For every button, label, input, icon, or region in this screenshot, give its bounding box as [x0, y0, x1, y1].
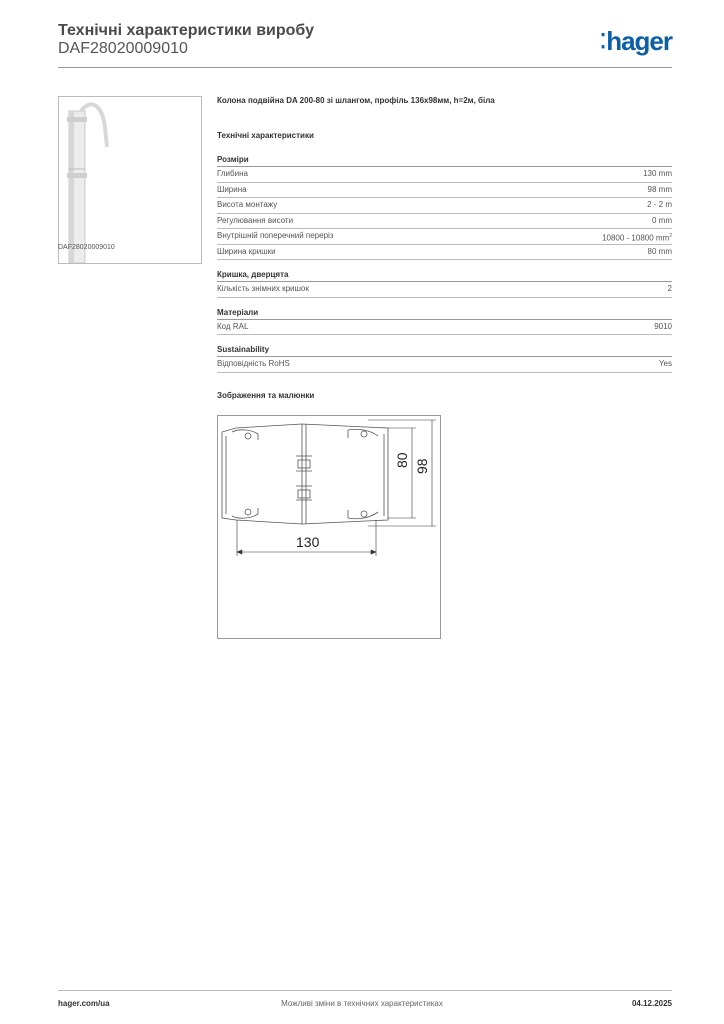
- spec-label: Регулювання висоти: [217, 215, 294, 225]
- cross-section-drawing-icon: [218, 416, 440, 638]
- footer-divider: [58, 990, 672, 991]
- product-code: DAF28020009010: [58, 40, 188, 57]
- group-title: Матеріали: [217, 308, 672, 320]
- spec-label: Кількість знімних кришок: [217, 284, 309, 293]
- spec-value: 9010: [654, 321, 672, 331]
- group-title: Кришка, дверцята: [217, 270, 672, 282]
- unit-superscript: 2: [669, 233, 672, 239]
- technical-drawing: [217, 415, 441, 639]
- image-caption: DAF28020009010: [58, 244, 115, 251]
- spec-row: [217, 198, 672, 214]
- page-title: Технічні характеристики виробу: [58, 22, 314, 39]
- spec-value: Yes: [658, 359, 672, 368]
- spec-group-dimensions: [217, 155, 672, 260]
- footer-note: Можливі зміни в технічних характеристиках: [281, 999, 443, 1008]
- spec-value: [602, 229, 672, 244]
- spec-label: Висота монтажу: [217, 200, 278, 209]
- product-image: [58, 96, 202, 264]
- dim-label-inner: 80: [394, 452, 410, 468]
- group-title: Sustainability: [217, 345, 672, 357]
- spec-label: Ширина: [217, 184, 247, 194]
- spec-value: 2: [667, 284, 672, 293]
- header-divider: [58, 67, 672, 68]
- dim-label-outer: 98: [414, 458, 430, 474]
- logo-mark-icon: ⁚: [599, 31, 606, 53]
- spec-value: 80 mm: [647, 246, 672, 256]
- spec-row: [217, 167, 672, 183]
- spec-group-cover: [217, 270, 672, 298]
- group-title: Розміри: [217, 155, 672, 167]
- spec-value-text: 10800 - 10800 mm: [602, 233, 670, 243]
- dim-label-width: 130: [296, 534, 320, 550]
- spec-row: [217, 229, 672, 245]
- hager-logo: [600, 26, 672, 57]
- spec-row: [217, 245, 672, 261]
- spec-row: [217, 183, 672, 199]
- spec-group-sustainability: [217, 345, 672, 373]
- spec-row: [217, 357, 672, 373]
- spec-value: 130 mm: [643, 169, 672, 178]
- spec-label: Ширина кришки: [217, 246, 276, 256]
- spec-group-materials: [217, 308, 672, 336]
- spec-value: 2 - 2 m: [647, 200, 672, 209]
- spec-label: Внутрішній поперечний переріз: [217, 231, 334, 240]
- product-description: Колона подвійна DA 200-80 зі шлангом, профіль 136x98мм, h=2м, біла: [217, 96, 495, 105]
- spec-label: Глибина: [217, 169, 248, 178]
- spec-section: [217, 96, 672, 400]
- spec-row: [217, 282, 672, 298]
- footer-date: 04.12.2025: [631, 999, 672, 1008]
- column-product-icon: [59, 97, 201, 263]
- logo-text: hager: [606, 26, 672, 56]
- spec-row: [217, 214, 672, 230]
- spec-label: Код RAL: [217, 321, 249, 331]
- spec-label: Відповідність RoHS: [217, 359, 290, 368]
- spec-value: 0 mm: [652, 215, 672, 225]
- drawings-heading: Зображення та малюнки: [217, 390, 315, 400]
- spec-heading: Технічні характеристики: [217, 131, 314, 140]
- spec-row: [217, 320, 672, 336]
- spec-value: 98 mm: [647, 184, 672, 194]
- footer-website-link[interactable]: hager.com/ua: [58, 999, 110, 1008]
